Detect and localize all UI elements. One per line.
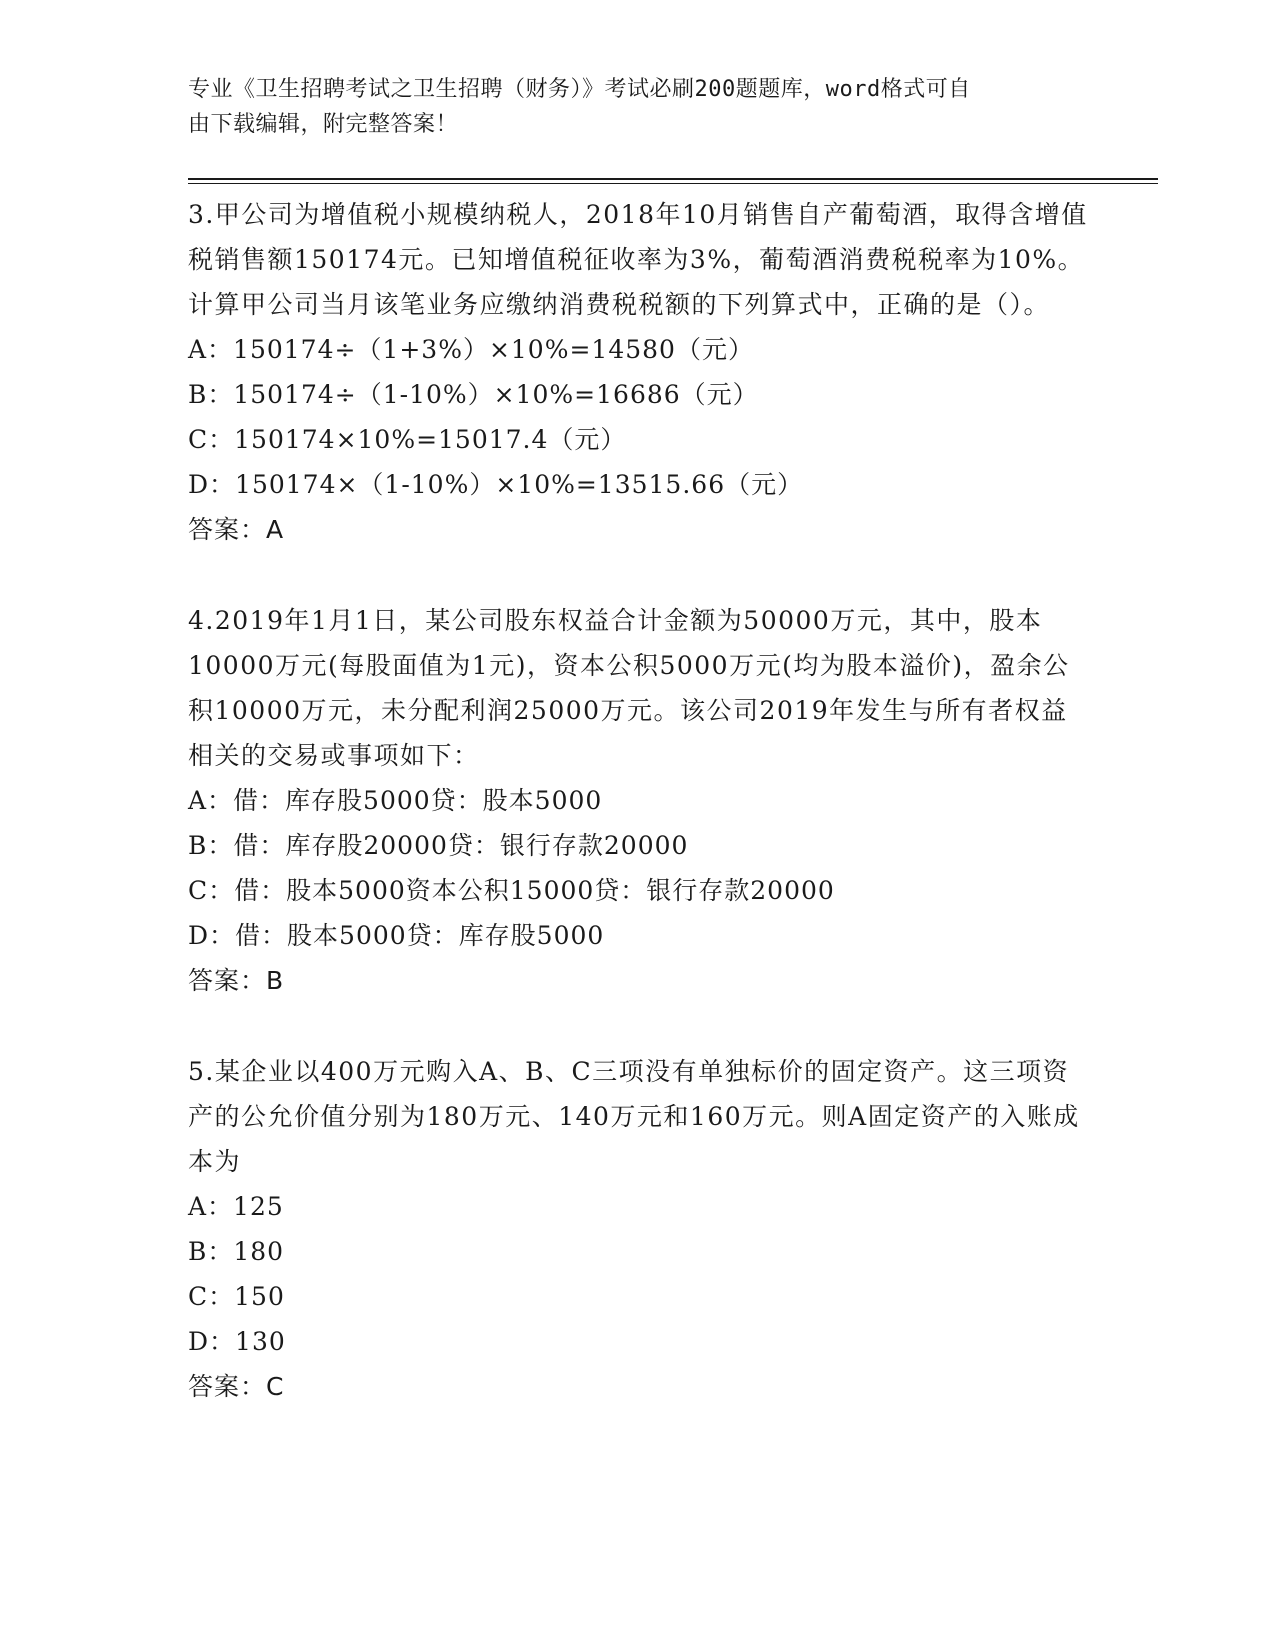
answer-label: 答案：B: [188, 966, 285, 995]
option-d: D：130: [188, 1327, 286, 1356]
header-divider-thin: [188, 183, 1158, 184]
question-stem: 4.2019年1月1日，某公司股东权益合计金额为50000万元，其中，股本10000万元(每股面值为1元)，资本公积5000万元(均为股本溢价)，盈余公积10000万元，未分配利润25000万元。该公司2019年发生与所有者权益相关的交易或事项如下：: [188, 606, 1070, 770]
option-c: C：150174×10%=15017.4（元）: [188, 425, 627, 454]
option-a: A：150174÷（1+3%）×10%=14580（元）: [188, 335, 754, 364]
question-5: [188, 1049, 1088, 1409]
option-c: C：借：股本5000资本公积15000贷：银行存款20000: [188, 876, 835, 905]
option-b: B：180: [188, 1237, 285, 1266]
option-d: D：150174×（1-10%）×10%=13515.66（元）: [188, 470, 804, 499]
option-b: B：借：库存股20000贷：银行存款20000: [188, 831, 689, 860]
question-list: [188, 192, 1088, 1455]
header-line-2: 由下载编辑，附完整答案！: [188, 112, 459, 137]
question-4: [188, 598, 1088, 1003]
question-3: [188, 192, 1088, 552]
option-b: B：150174÷（1-10%）×10%=16686（元）: [188, 380, 759, 409]
question-stem: 3.甲公司为增值税小规模纳税人，2018年10月销售自产葡萄酒，取得含增值税销售额150174元。已知增值税征收率为3%，葡萄酒消费税税率为10%。计算甲公司当月该笔业务应缴纳消费税税额的下列算式中，正确的是（）。: [188, 200, 1088, 319]
answer-label: 答案：A: [188, 515, 285, 544]
header-divider-thick: [188, 178, 1158, 180]
option-a: A：借：库存股5000贷：股本5000: [188, 786, 603, 815]
header-line-1: 专业《卫生招聘考试之卫生招聘（财务）》考试必刷200题题库，word格式可自: [188, 77, 971, 102]
option-d: D：借：股本5000贷：库存股5000: [188, 921, 605, 950]
question-stem: 5.某企业以400万元购入A、B、C三项没有单独标价的固定资产。这三项资产的公允价值分别为180万元、140万元和160万元。则A固定资产的入账成本为: [188, 1057, 1080, 1176]
answer-label: 答案：C: [188, 1372, 285, 1401]
option-a: A：125: [188, 1192, 284, 1221]
document-header: [188, 72, 1078, 142]
option-c: C：150: [188, 1282, 285, 1311]
